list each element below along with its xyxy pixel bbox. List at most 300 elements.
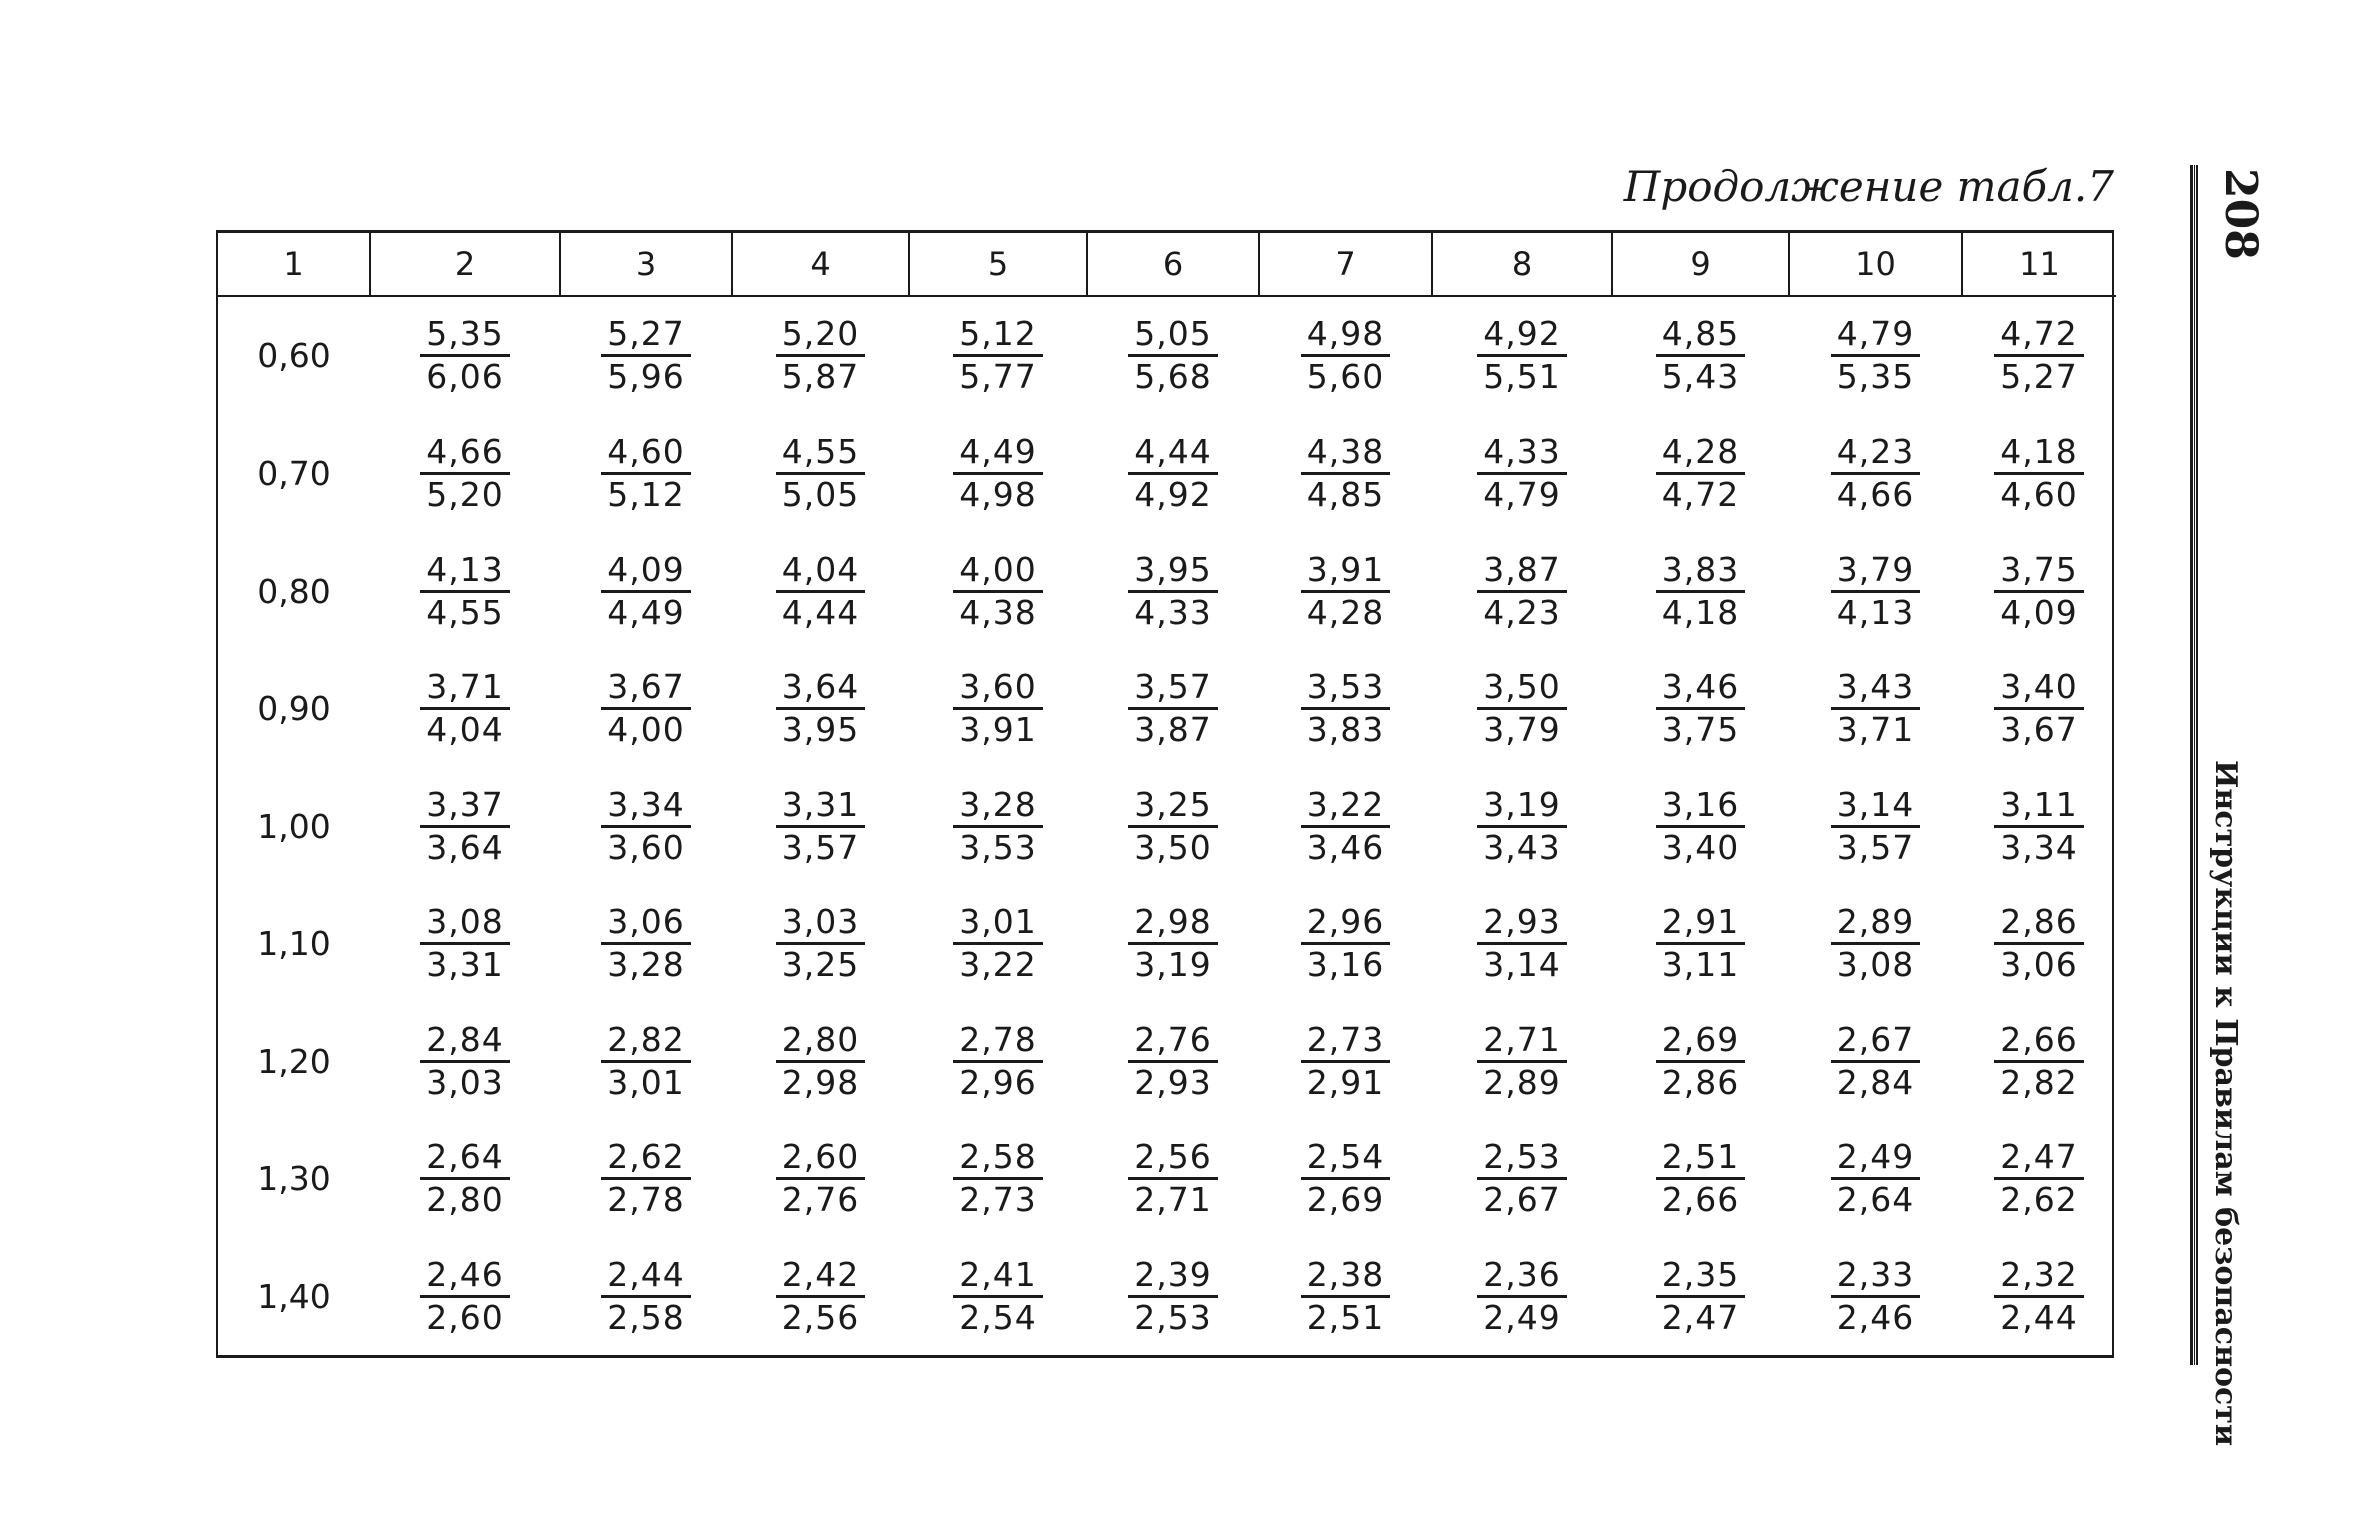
column-header: 10 [1789, 233, 1962, 296]
denominator: 5,12 [607, 475, 685, 515]
fraction [420, 314, 509, 397]
denominator: 3,14 [1483, 945, 1561, 985]
numerator: 3,31 [776, 785, 865, 828]
numerator: 2,44 [601, 1255, 690, 1298]
denominator: 3,57 [1836, 827, 1915, 867]
fraction [1128, 1020, 1217, 1103]
numerator: 3,95 [1128, 550, 1217, 593]
denominator: 4,60 [2000, 475, 2078, 515]
fraction [1994, 1020, 2083, 1103]
numerator: 3,03 [776, 902, 865, 945]
denominator: 3,28 [607, 945, 685, 985]
denominator: 5,35 [1836, 357, 1915, 397]
fraction-cell [560, 1002, 732, 1120]
numerator: 5,27 [601, 314, 690, 357]
row-label: 0,60 [257, 336, 331, 376]
numerator: 3,14 [1831, 785, 1920, 828]
fraction-cell [1612, 1237, 1789, 1355]
denominator: 3,40 [1661, 827, 1740, 867]
fraction-cell [560, 532, 732, 650]
fraction [420, 432, 509, 515]
denominator: 4,18 [1661, 592, 1740, 632]
fraction-cell [560, 650, 732, 768]
fraction [953, 902, 1042, 985]
numerator: 2,60 [776, 1137, 865, 1180]
fraction-cell [1612, 1002, 1789, 1120]
fraction [1301, 1137, 1390, 1220]
numerator: 2,96 [1301, 902, 1390, 945]
numerator: 3,87 [1477, 550, 1566, 593]
fraction [776, 314, 865, 397]
denominator: 2,46 [1836, 1297, 1915, 1337]
fraction [1301, 314, 1390, 397]
fraction-cell [1259, 1002, 1432, 1120]
fraction [776, 432, 865, 515]
denominator: 4,13 [1836, 592, 1915, 632]
fraction [1994, 314, 2083, 397]
fraction-cell [560, 885, 732, 1003]
fraction-cell [909, 767, 1087, 885]
fraction-cell [1789, 1120, 1962, 1238]
fraction-cell [1612, 415, 1789, 533]
fraction-cell [1432, 1002, 1612, 1120]
fraction [1994, 785, 2083, 868]
fraction [1656, 550, 1745, 633]
column-header: 8 [1432, 233, 1612, 296]
data-table [216, 230, 2114, 1358]
fraction [1831, 785, 1920, 868]
denominator: 3,34 [2000, 827, 2078, 867]
fraction [953, 1020, 1042, 1103]
fraction-cell [370, 767, 560, 885]
numerator: 2,93 [1477, 902, 1566, 945]
numerator: 2,33 [1831, 1255, 1920, 1298]
denominator: 5,51 [1483, 357, 1561, 397]
denominator: 3,46 [1306, 827, 1385, 867]
numerator: 4,98 [1301, 314, 1390, 357]
fraction-cell [1962, 415, 2116, 533]
fraction [1477, 785, 1566, 868]
fraction-cell [1962, 1237, 2116, 1355]
denominator: 3,95 [781, 710, 860, 750]
fraction [1994, 667, 2083, 750]
denominator: 4,49 [607, 592, 685, 632]
denominator: 5,05 [781, 475, 860, 515]
fraction-cell [1432, 415, 1612, 533]
numerator: 2,49 [1831, 1137, 1920, 1180]
numerator: 4,18 [1994, 432, 2083, 475]
denominator: 5,27 [2000, 357, 2078, 397]
numerator: 2,39 [1128, 1255, 1217, 1298]
fraction [420, 902, 509, 985]
denominator: 4,85 [1306, 475, 1385, 515]
denominator: 4,28 [1306, 592, 1385, 632]
denominator: 3,64 [426, 827, 504, 867]
numerator: 2,71 [1477, 1020, 1566, 1063]
fraction-cell [1087, 1002, 1259, 1120]
numerator: 4,23 [1831, 432, 1920, 475]
denominator: 2,49 [1483, 1297, 1561, 1337]
denominator: 2,78 [607, 1180, 685, 1220]
fraction [1994, 432, 2083, 515]
fraction [1656, 1020, 1745, 1103]
fraction [601, 1020, 690, 1103]
fraction [1656, 314, 1745, 397]
numerator: 2,98 [1128, 902, 1217, 945]
column-header: 1 [218, 233, 370, 296]
fraction [953, 1255, 1042, 1338]
fraction [1477, 314, 1566, 397]
fraction [1656, 902, 1745, 985]
denominator: 2,84 [1836, 1062, 1915, 1102]
numerator: 3,11 [1994, 785, 2083, 828]
fraction-cell [1962, 767, 2116, 885]
denominator: 2,76 [781, 1180, 860, 1220]
numerator: 2,67 [1831, 1020, 1920, 1063]
denominator: 5,87 [781, 357, 860, 397]
fraction [1301, 432, 1390, 515]
fraction-cell [1612, 650, 1789, 768]
fraction [1831, 1020, 1920, 1103]
numerator: 2,69 [1656, 1020, 1745, 1063]
denominator: 2,54 [959, 1297, 1037, 1337]
fraction-cell [1087, 532, 1259, 650]
fraction [1994, 902, 2083, 985]
fraction [776, 550, 865, 633]
numerator: 4,44 [1128, 432, 1217, 475]
fraction-cell [1962, 1120, 2116, 1238]
numerator: 4,09 [601, 550, 690, 593]
table-caption: Продолжение табл.7 [1623, 162, 2114, 211]
numerator: 5,20 [776, 314, 865, 357]
fraction-cell [370, 885, 560, 1003]
denominator: 3,03 [426, 1062, 504, 1102]
fraction-cell [1259, 1120, 1432, 1238]
denominator: 5,96 [607, 357, 685, 397]
fraction-cell [732, 767, 909, 885]
denominator: 3,01 [607, 1062, 685, 1102]
fraction-cell [370, 296, 560, 415]
fraction [1994, 1255, 2083, 1338]
fraction [776, 1020, 865, 1103]
table-row [218, 296, 2116, 415]
numerator: 2,53 [1477, 1137, 1566, 1180]
fraction [1128, 902, 1217, 985]
fraction-cell [1789, 1237, 1962, 1355]
numerator: 4,33 [1477, 432, 1566, 475]
fraction [1994, 550, 2083, 633]
fraction [1831, 432, 1920, 515]
fraction-cell [909, 650, 1087, 768]
denominator: 5,77 [959, 357, 1037, 397]
fraction-cell [1087, 296, 1259, 415]
denominator: 2,66 [1661, 1180, 1740, 1220]
fraction-cell [370, 1237, 560, 1355]
fraction [420, 785, 509, 868]
fraction [1656, 667, 1745, 750]
fraction [1831, 1137, 1920, 1220]
header-row [218, 233, 2116, 296]
fraction-cell [1087, 1237, 1259, 1355]
fraction [1656, 432, 1745, 515]
fraction-cell [1962, 885, 2116, 1003]
denominator: 2,51 [1306, 1297, 1385, 1337]
denominator: 3,71 [1836, 710, 1915, 750]
numerator: 3,64 [776, 667, 865, 710]
column-header: 5 [909, 233, 1087, 296]
numerator: 2,32 [1994, 1255, 2083, 1298]
numerator: 5,12 [953, 314, 1042, 357]
fraction-cell [1432, 650, 1612, 768]
fraction [1477, 432, 1566, 515]
denominator: 2,93 [1134, 1062, 1212, 1102]
fraction-cell [370, 650, 560, 768]
fraction-cell [370, 1120, 560, 1238]
numerator: 3,19 [1477, 785, 1566, 828]
column-header: 2 [370, 233, 560, 296]
denominator: 4,44 [781, 592, 860, 632]
fraction-cell [370, 1002, 560, 1120]
table-grid [218, 233, 2116, 1355]
fraction-cell [1962, 650, 2116, 768]
denominator: 2,86 [1661, 1062, 1740, 1102]
fraction-cell [1789, 415, 1962, 533]
fraction [601, 785, 690, 868]
denominator: 4,33 [1134, 592, 1212, 632]
fraction-cell [732, 1002, 909, 1120]
fraction-cell [560, 1120, 732, 1238]
fraction [1994, 1137, 2083, 1220]
fraction-cell [1612, 296, 1789, 415]
fraction [1301, 1255, 1390, 1338]
denominator: 4,00 [607, 710, 685, 750]
fraction-cell [1087, 650, 1259, 768]
fraction-cell [909, 1237, 1087, 1355]
denominator: 6,06 [426, 357, 504, 397]
numerator: 4,66 [420, 432, 509, 475]
fraction-cell [560, 415, 732, 533]
fraction [420, 1137, 509, 1220]
fraction [1128, 432, 1217, 515]
fraction [601, 1255, 690, 1338]
fraction [1128, 1255, 1217, 1338]
fraction [1656, 1137, 1745, 1220]
denominator: 2,62 [2000, 1180, 2078, 1220]
fraction [953, 1137, 1042, 1220]
denominator: 2,89 [1483, 1062, 1561, 1102]
denominator: 4,55 [426, 592, 504, 632]
fraction-cell [909, 1120, 1087, 1238]
table-row [218, 415, 2116, 533]
fraction [1831, 550, 1920, 633]
fraction-cell [1432, 532, 1612, 650]
fraction-cell [1432, 296, 1612, 415]
denominator: 3,57 [781, 827, 860, 867]
denominator: 3,08 [1836, 945, 1915, 985]
fraction-cell [1087, 767, 1259, 885]
numerator: 3,34 [601, 785, 690, 828]
fraction-cell [1612, 532, 1789, 650]
table-row [218, 1120, 2116, 1238]
denominator: 4,04 [426, 710, 504, 750]
denominator: 3,60 [607, 827, 685, 867]
denominator: 2,98 [781, 1062, 860, 1102]
numerator: 2,47 [1994, 1137, 2083, 1180]
denominator: 4,98 [959, 475, 1037, 515]
fraction [1477, 550, 1566, 633]
fraction [1831, 314, 1920, 397]
fraction-cell [732, 1120, 909, 1238]
fraction [1301, 902, 1390, 985]
numerator: 4,38 [1301, 432, 1390, 475]
fraction [1656, 785, 1745, 868]
denominator: 2,80 [426, 1180, 504, 1220]
fraction-cell [1962, 532, 2116, 650]
fraction [776, 902, 865, 985]
table-row [218, 1237, 2116, 1355]
fraction [420, 1255, 509, 1338]
column-header: 11 [1962, 233, 2116, 296]
fraction-cell [1087, 1120, 1259, 1238]
fraction [601, 314, 690, 397]
numerator: 3,25 [1128, 785, 1217, 828]
denominator: 5,68 [1134, 357, 1212, 397]
fraction [1128, 667, 1217, 750]
numerator: 4,13 [420, 550, 509, 593]
numerator: 3,83 [1656, 550, 1745, 593]
fraction [776, 667, 865, 750]
denominator: 2,73 [959, 1180, 1037, 1220]
fraction-cell [1259, 1237, 1432, 1355]
page-number: 208 [2215, 168, 2266, 260]
denominator: 3,75 [1661, 710, 1740, 750]
denominator: 2,44 [2000, 1297, 2078, 1337]
fraction [953, 314, 1042, 397]
fraction-cell [560, 296, 732, 415]
fraction-cell [1789, 1002, 1962, 1120]
table-row [218, 532, 2116, 650]
numerator: 2,89 [1831, 902, 1920, 945]
column-header: 4 [732, 233, 909, 296]
fraction-cell [909, 296, 1087, 415]
fraction-cell [732, 532, 909, 650]
numerator: 5,35 [420, 314, 509, 357]
denominator: 2,56 [781, 1297, 860, 1337]
fraction [1831, 1255, 1920, 1338]
fraction-cell [732, 296, 909, 415]
fraction [1477, 1255, 1566, 1338]
fraction-cell [1612, 1120, 1789, 1238]
numerator: 2,54 [1301, 1137, 1390, 1180]
numerator: 3,16 [1656, 785, 1745, 828]
row-label: 1,10 [257, 924, 331, 964]
numerator: 4,04 [776, 550, 865, 593]
fraction [1831, 902, 1920, 985]
numerator: 3,01 [953, 902, 1042, 945]
numerator: 2,62 [601, 1137, 690, 1180]
numerator: 4,49 [953, 432, 1042, 475]
denominator: 4,38 [959, 592, 1037, 632]
fraction [1477, 667, 1566, 750]
denominator: 3,22 [959, 945, 1037, 985]
fraction-cell [1259, 532, 1432, 650]
fraction [1301, 1020, 1390, 1103]
fraction [420, 667, 509, 750]
fraction-cell [1612, 885, 1789, 1003]
denominator: 5,43 [1661, 357, 1740, 397]
fraction-cell [732, 415, 909, 533]
numerator: 4,55 [776, 432, 865, 475]
fraction-cell [1259, 296, 1432, 415]
numerator: 3,91 [1301, 550, 1390, 593]
numerator: 3,75 [1994, 550, 2083, 593]
denominator: 3,50 [1134, 827, 1212, 867]
denominator: 3,83 [1306, 710, 1385, 750]
numerator: 4,72 [1994, 314, 2083, 357]
denominator: 3,06 [2000, 945, 2078, 985]
table-row [218, 1002, 2116, 1120]
fraction [1128, 314, 1217, 397]
fraction-cell [1259, 767, 1432, 885]
numerator: 4,28 [1656, 432, 1745, 475]
row-label: 1,40 [257, 1276, 331, 1316]
numerator: 3,67 [601, 667, 690, 710]
denominator: 2,53 [1134, 1297, 1212, 1337]
fraction [1477, 902, 1566, 985]
numerator: 3,60 [953, 667, 1042, 710]
fraction-cell [1432, 885, 1612, 1003]
numerator: 3,43 [1831, 667, 1920, 710]
denominator: 2,67 [1483, 1180, 1561, 1220]
fraction [1301, 550, 1390, 633]
denominator: 3,19 [1134, 945, 1212, 985]
column-header: 9 [1612, 233, 1789, 296]
fraction-cell [1789, 650, 1962, 768]
denominator: 3,16 [1306, 945, 1385, 985]
fraction [1128, 1137, 1217, 1220]
numerator: 2,91 [1656, 902, 1745, 945]
numerator: 5,05 [1128, 314, 1217, 357]
numerator: 3,22 [1301, 785, 1390, 828]
fraction [1128, 550, 1217, 633]
fraction-cell [1087, 885, 1259, 1003]
numerator: 3,40 [1994, 667, 2083, 710]
table-body [218, 296, 2116, 1355]
fraction [776, 1137, 865, 1220]
denominator: 2,58 [607, 1297, 685, 1337]
numerator: 2,64 [420, 1137, 509, 1180]
fraction-cell [1789, 885, 1962, 1003]
fraction-cell [1432, 1237, 1612, 1355]
denominator: 3,53 [959, 827, 1037, 867]
denominator: 2,96 [959, 1062, 1037, 1102]
fraction [1831, 667, 1920, 750]
numerator: 3,79 [1831, 550, 1920, 593]
numerator: 3,71 [420, 667, 509, 710]
fraction-cell [1612, 767, 1789, 885]
fraction-cell [1259, 650, 1432, 768]
denominator: 3,67 [2000, 710, 2078, 750]
denominator: 2,69 [1306, 1180, 1385, 1220]
row-label: 1,00 [257, 806, 331, 846]
numerator: 3,08 [420, 902, 509, 945]
denominator: 4,09 [2000, 592, 2078, 632]
margin-rule [2190, 165, 2198, 1365]
fraction-cell [1432, 1120, 1612, 1238]
fraction [601, 550, 690, 633]
denominator: 4,23 [1483, 592, 1561, 632]
denominator: 3,11 [1661, 945, 1740, 985]
